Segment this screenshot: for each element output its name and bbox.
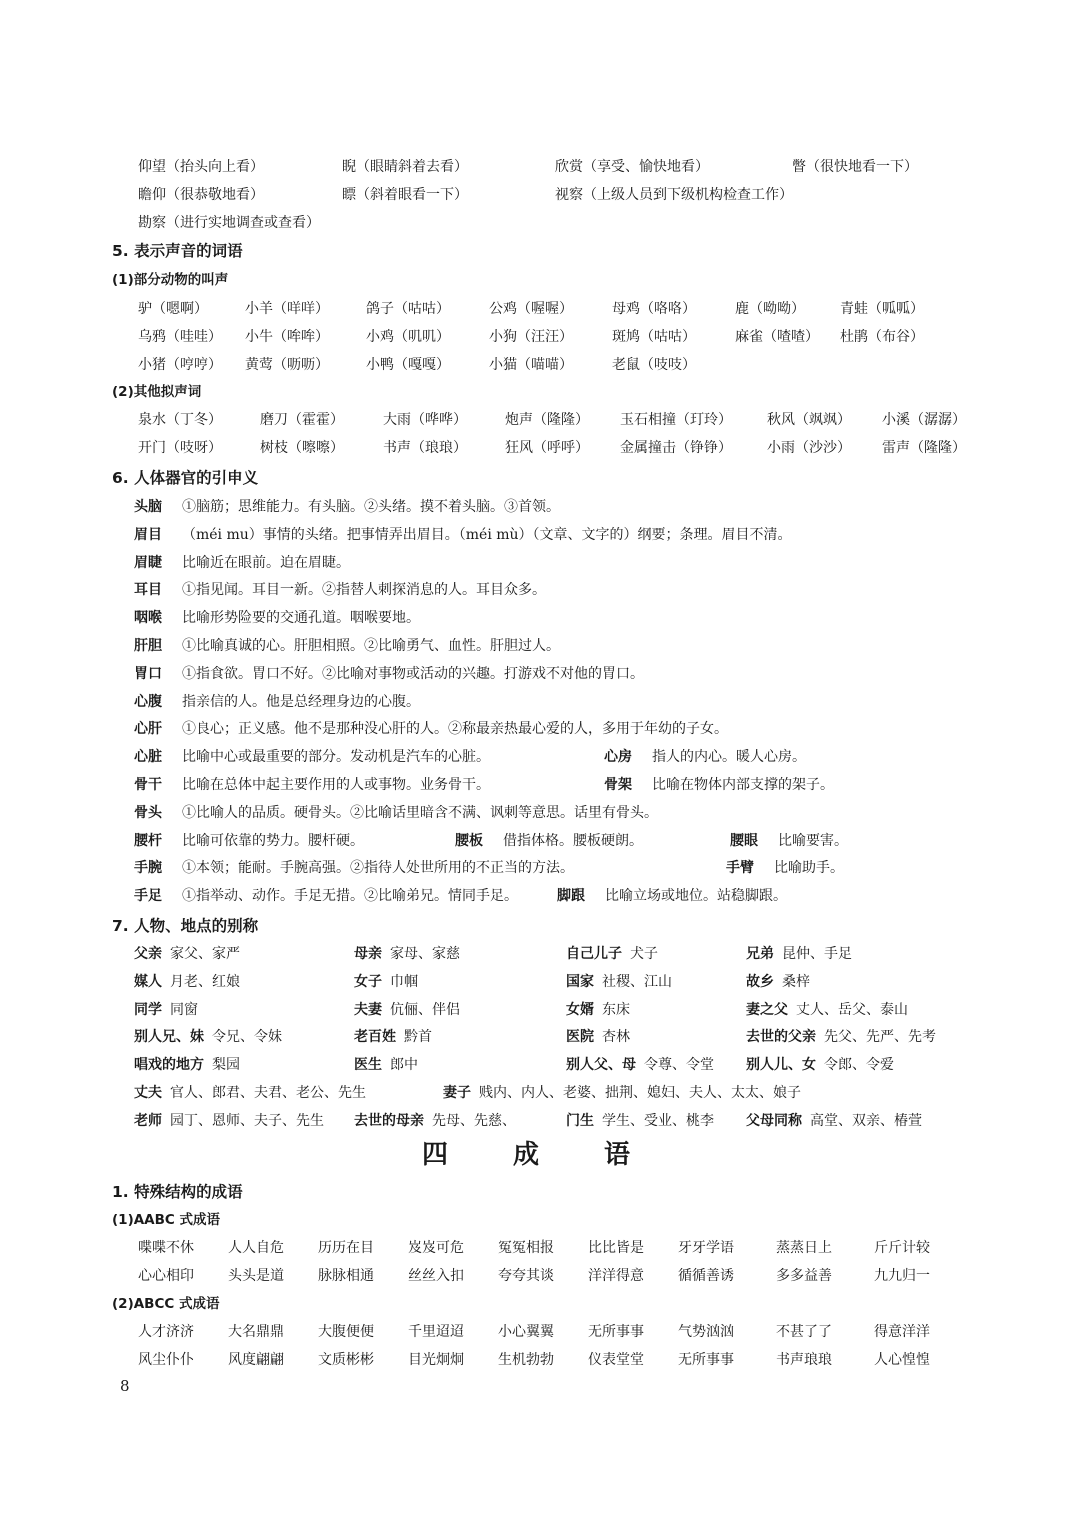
alias-term: 医院	[566, 1029, 594, 1046]
alias-values: 先母、先慈、	[432, 1112, 516, 1129]
organ-entry	[134, 743, 490, 771]
word-item: 小雨（沙沙）	[767, 440, 851, 456]
organ-entry	[134, 771, 490, 799]
word-item: 小羊（咩咩）	[245, 301, 329, 317]
word-item: 小牛（哞哞）	[245, 329, 329, 345]
alias-entry	[134, 996, 198, 1024]
word-item: 斤斤计较	[874, 1240, 930, 1256]
word-item: 仰望（抬头向上看）	[138, 159, 264, 175]
organ-meaning: ①本领；能耐。手腕高强。②指待人处世所用的不正当的方法。	[182, 860, 574, 877]
alias-term: 老师	[134, 1112, 162, 1129]
organ-entry	[604, 743, 806, 771]
word-item: 大雨（哗哗）	[383, 412, 467, 428]
word-item: 无所事事	[588, 1324, 644, 1340]
word-item: 麻雀（喳喳）	[735, 329, 819, 345]
word-item: 小猫（喵喵）	[489, 357, 573, 373]
alias-term: 女子	[354, 973, 382, 990]
alias-term: 老百姓	[354, 1029, 396, 1046]
alias-entry	[354, 1023, 432, 1051]
organ-term: 腰杆	[134, 832, 162, 849]
word-item: 黄莺（呖呖）	[245, 357, 329, 373]
alias-values: 东床	[602, 1001, 630, 1018]
idiom-row	[0, 1346, 1080, 1374]
organ-meaning: 指亲信的人。他是总经理身边的心腹。	[182, 693, 420, 710]
organ-entry	[134, 521, 792, 549]
word-item: 历历在目	[318, 1240, 374, 1256]
word-item: 小猪（哼哼）	[138, 357, 222, 373]
section-title: 7. 人物、地点的别称	[112, 917, 259, 935]
word-item: 斑鸠（咕咕）	[612, 329, 696, 345]
alias-entry	[134, 1107, 324, 1135]
page-number: 8	[120, 1377, 130, 1395]
alias-values: 家父、家严	[170, 946, 240, 962]
organ-entry	[134, 688, 420, 716]
alias-term: 父母同称	[746, 1112, 802, 1129]
organ-entry	[557, 882, 787, 910]
alias-values: 同窗	[170, 1001, 198, 1018]
organ-meaning: ①比喻真诚的心。肝胆相照。②比喻勇气、血性。肝胆过人。	[182, 638, 560, 654]
word-item: 喋喋不休	[138, 1240, 194, 1256]
word-item: 冤冤相报	[498, 1240, 554, 1256]
animal-sound-row	[0, 295, 1080, 323]
subsection-title: (2)其他拟声词	[112, 384, 202, 400]
alias-entry	[746, 1107, 922, 1135]
organ-meaning: ①指食欲。胃口不好。②比喻对事物或活动的兴趣。打游戏不对他的胃口。	[182, 665, 644, 682]
organ-term: 头脑	[134, 499, 162, 515]
alias-term: 女婿	[566, 1001, 594, 1018]
word-item: 小鸡（叽叽）	[366, 329, 450, 345]
alias-entry	[746, 1051, 894, 1079]
alias-entry	[746, 968, 810, 996]
word-item: 大腹便便	[318, 1324, 374, 1340]
organ-term: 眉睫	[134, 554, 162, 571]
organ-term: 腰眼	[730, 832, 758, 849]
organ-term: 心腹	[134, 693, 162, 710]
word-item: 风度翩翩	[228, 1352, 284, 1368]
viewing-words-row	[0, 181, 1080, 209]
word-item: 岌岌可危	[408, 1240, 464, 1256]
organ-entry	[134, 882, 518, 910]
idiom-row	[0, 1318, 1080, 1346]
alias-values: 园丁、恩师、夫子、先生	[170, 1112, 324, 1129]
word-item: 母鸡（咯咯）	[612, 301, 696, 317]
word-item: 鸽子（咕咕）	[366, 301, 450, 317]
alias-entry	[354, 968, 418, 996]
word-item: 磨刀（霍霍）	[260, 412, 344, 428]
alias-term: 自己儿子	[566, 946, 622, 962]
word-item: 千里迢迢	[408, 1324, 464, 1340]
alias-entry	[566, 968, 672, 996]
word-item: 牙牙学语	[678, 1240, 734, 1256]
word-item: 泉水（丁冬）	[138, 412, 222, 428]
alias-entry	[134, 1051, 240, 1079]
alias-values: 杏林	[602, 1029, 630, 1046]
alias-term: 妻之父	[746, 1001, 788, 1018]
animal-sound-row	[0, 351, 1080, 379]
organ-meaning: 比喻立场或地位。站稳脚跟。	[605, 888, 787, 905]
viewing-words-row	[0, 153, 1080, 181]
alias-term: 故乡	[746, 973, 774, 990]
onomatopoeia-row	[0, 434, 1080, 462]
alias-entry	[134, 968, 240, 996]
alias-term: 夫妻	[354, 1001, 382, 1018]
organ-entry	[134, 604, 420, 632]
organ-meaning: 指人的内心。暖人心房。	[652, 749, 806, 766]
organ-entry	[134, 493, 560, 521]
alias-entry	[566, 1051, 714, 1079]
alias-entry	[354, 1051, 418, 1079]
alias-entry	[566, 1023, 630, 1051]
organ-meaning: 借指体格。腰板硬朗。	[503, 832, 643, 849]
word-item: 鹿（呦呦）	[735, 301, 805, 317]
word-item: 心心相印	[138, 1268, 194, 1284]
alias-entry	[566, 940, 658, 968]
organ-meaning: ①指举动、动作。手足无措。②比喻弟兄。情同手足。	[182, 888, 518, 905]
section-title: 1. 特殊结构的成语	[112, 1183, 243, 1201]
organ-meaning: 比喻要害。	[778, 832, 848, 849]
word-item: 蒸蒸日上	[776, 1240, 832, 1256]
word-item: 头头是道	[228, 1268, 284, 1284]
word-item: 气势汹汹	[678, 1324, 734, 1340]
organ-meaning: （méi mu）事情的头绪。把事情弄出眉目。（méi mù）（文章、文字的）纲要；条理。眉目不清。	[182, 526, 792, 543]
organ-term: 咽喉	[134, 610, 162, 627]
organ-term: 骨头	[134, 804, 162, 821]
alias-term: 同学	[134, 1001, 162, 1018]
word-item: 狂风（呼呼）	[505, 440, 589, 456]
alias-entry	[746, 996, 908, 1024]
alias-entry	[134, 940, 240, 968]
organ-term: 骨干	[134, 777, 162, 793]
word-item: 瞻仰（很恭敬地看）	[138, 187, 264, 203]
alias-values: 巾帼	[390, 973, 418, 990]
word-item: 开门（吱呀）	[138, 440, 222, 456]
word-item: 夸夸其谈	[498, 1268, 554, 1284]
alias-values: 家母、家慈	[390, 946, 460, 962]
word-item: 仪表堂堂	[588, 1352, 644, 1368]
organ-meaning: ①比喻人的品质。硬骨头。②比喻话里暗含不满、讽刺等意思。话里有骨头。	[182, 804, 658, 821]
word-item: 循循善诱	[678, 1268, 734, 1284]
word-item: 杜鹃（布谷）	[840, 329, 924, 345]
word-item: 小狗（汪汪）	[489, 329, 573, 345]
organ-entry	[134, 854, 574, 882]
alias-term: 兄弟	[746, 946, 774, 962]
word-item: 人才济济	[138, 1324, 194, 1340]
organ-entry	[134, 799, 658, 827]
word-item: 玉石相撞（玎玲）	[620, 412, 732, 428]
organ-term: 心肝	[134, 721, 162, 738]
alias-values: 黔首	[404, 1029, 432, 1046]
section-title: 5. 表示声音的词语	[112, 242, 243, 260]
alias-values: 贱内、内人、老婆、拙荆、媳妇、夫人、太太、娘子	[479, 1085, 801, 1101]
organ-entry	[604, 771, 834, 799]
alias-term: 媒人	[134, 973, 162, 990]
alias-term: 父亲	[134, 946, 162, 962]
alias-values: 高堂、双亲、椿萱	[810, 1112, 922, 1129]
word-item: 目光炯炯	[408, 1352, 464, 1368]
word-item: 得意洋洋	[874, 1324, 930, 1340]
word-item: 睨（眼睛斜着去看）	[342, 159, 468, 175]
word-item: 瞟（斜着眼看一下）	[342, 187, 468, 203]
organ-meaning: 比喻中心或最重要的部分。发动机是汽车的心脏。	[182, 749, 490, 766]
alias-entry	[746, 1023, 936, 1051]
word-item: 人心惶惶	[874, 1352, 930, 1368]
word-item: 丝丝入扣	[408, 1268, 464, 1284]
alias-entry	[134, 1079, 366, 1107]
word-item: 雷声（隆隆）	[882, 440, 966, 456]
alias-values: 学生、受业、桃李	[602, 1112, 714, 1129]
alias-term: 丈夫	[134, 1085, 162, 1101]
viewing-words-row	[0, 209, 1080, 237]
organ-term: 心脏	[134, 749, 162, 766]
alias-values: 伉俪、伴侣	[390, 1001, 460, 1018]
organ-entry	[134, 827, 364, 855]
word-item: 小鸭（嘎嘎）	[366, 357, 450, 373]
alias-values: 月老、红娘	[170, 973, 240, 990]
alias-term: 医生	[354, 1057, 382, 1074]
alias-values: 郎中	[390, 1057, 418, 1074]
subsection-title: (2)ABCC 式成语	[112, 1296, 220, 1312]
word-item: 书声琅琅	[776, 1352, 832, 1368]
alias-term: 别人兄、妹	[134, 1029, 204, 1046]
organ-entry	[134, 632, 560, 660]
organ-entry	[134, 576, 546, 604]
organ-entry	[726, 854, 844, 882]
alias-entry	[354, 1107, 516, 1135]
word-item: 勘察（进行实地调查或查看）	[138, 215, 320, 231]
alias-values: 令郎、令爱	[824, 1057, 894, 1074]
word-item: 炮声（隆隆）	[505, 412, 589, 428]
organ-term: 胃口	[134, 665, 162, 682]
organ-term: 骨架	[604, 777, 632, 793]
alias-term: 唱戏的地方	[134, 1057, 204, 1074]
word-item: 驴（嗯啊）	[138, 301, 208, 317]
alias-values: 昆仲、手足	[782, 946, 852, 962]
word-item: 青蛙（呱呱）	[840, 301, 924, 317]
organ-term: 腰板	[455, 832, 483, 849]
alias-entry	[354, 996, 460, 1024]
organ-meaning: 比喻在物体内部支撑的架子。	[652, 777, 834, 793]
organ-term: 手足	[134, 888, 162, 905]
word-item: 多多益善	[776, 1268, 832, 1284]
alias-entry	[566, 996, 630, 1024]
organ-entry	[455, 827, 643, 855]
organ-entry	[730, 827, 848, 855]
organ-term: 手腕	[134, 860, 162, 877]
alias-entry	[134, 1023, 282, 1051]
idiom-row	[0, 1262, 1080, 1290]
word-item: 树枝（嚓嚓）	[260, 440, 344, 456]
organ-term: 心房	[604, 749, 632, 766]
alias-values: 桑梓	[782, 973, 810, 990]
word-item: 瞥（很快地看一下）	[792, 159, 918, 175]
idiom-row	[0, 1234, 1080, 1262]
alias-term: 母亲	[354, 946, 382, 962]
word-item: 书声（琅琅）	[383, 440, 467, 456]
alias-values: 令兄、令妹	[212, 1029, 282, 1046]
alias-values: 梨园	[212, 1057, 240, 1074]
word-item: 九九归一	[874, 1268, 930, 1284]
word-item: 老鼠（吱吱）	[612, 357, 696, 373]
word-item: 洋洋得意	[588, 1268, 644, 1284]
word-item: 金属撞击（铮铮）	[620, 440, 732, 456]
word-item: 小心翼翼	[498, 1324, 554, 1340]
alias-entry	[443, 1079, 801, 1107]
organ-meaning: ①良心；正义感。他不是那种没心肝的人。②称最亲热最心爱的人，多用于年幼的子女。	[182, 721, 728, 738]
alias-term: 去世的父亲	[746, 1029, 816, 1046]
word-item: 人人自危	[228, 1240, 284, 1256]
organ-entry	[134, 549, 350, 577]
organ-term: 耳目	[134, 582, 162, 599]
alias-term: 别人父、母	[566, 1057, 636, 1074]
alias-entry	[354, 940, 460, 968]
alias-term: 去世的母亲	[354, 1112, 424, 1129]
alias-term: 别人儿、女	[746, 1057, 816, 1074]
word-item: 秋风（飒飒）	[767, 412, 851, 428]
alias-term: 门生	[566, 1112, 594, 1129]
word-item: 欣赏（享受、愉快地看）	[555, 159, 709, 175]
organ-meaning: ①脑筋；思维能力。有头脑。②头绪。摸不着头脑。③首领。	[182, 499, 560, 515]
word-item: 公鸡（喔喔）	[489, 301, 573, 317]
part-heading: 四 成 语	[421, 1140, 659, 1170]
word-item: 脉脉相通	[318, 1268, 374, 1284]
organ-term: 手臂	[726, 860, 754, 877]
subsection-title: (1)AABC 式成语	[112, 1212, 221, 1228]
animal-sound-row	[0, 323, 1080, 351]
onomatopoeia-row	[0, 406, 1080, 434]
alias-entry	[566, 1107, 714, 1135]
word-item: 不甚了了	[776, 1324, 832, 1340]
alias-values: 丈人、岳父、泰山	[796, 1001, 908, 1018]
word-item: 大名鼎鼎	[228, 1324, 284, 1340]
organ-term: 肝胆	[134, 638, 162, 654]
alias-values: 官人、郎君、夫君、老公、先生	[170, 1085, 366, 1101]
section-title: 6. 人体器官的引申义	[112, 469, 259, 487]
word-item: 无所事事	[678, 1352, 734, 1368]
organ-entry	[134, 660, 644, 688]
organ-meaning: ①指见闻。耳目一新。②指替人刺探消息的人。耳目众多。	[182, 582, 546, 599]
word-item: 小溪（潺潺）	[882, 412, 966, 428]
subsection-title: (1)部分动物的叫声	[112, 272, 229, 288]
word-item: 文质彬彬	[318, 1352, 374, 1368]
organ-meaning: 比喻可依靠的势力。腰杆硬。	[182, 832, 364, 849]
alias-entry	[746, 940, 852, 968]
alias-values: 先父、先严、先考	[824, 1029, 936, 1046]
word-item: 生机勃勃	[498, 1352, 554, 1368]
alias-term: 国家	[566, 973, 594, 990]
alias-values: 令尊、令堂	[644, 1057, 714, 1074]
organ-meaning: 比喻近在眼前。迫在眉睫。	[182, 554, 350, 571]
organ-term: 眉目	[134, 526, 162, 543]
organ-meaning: 比喻在总体中起主要作用的人或事物。业务骨干。	[182, 777, 490, 793]
alias-values: 社稷、江山	[602, 973, 672, 990]
alias-values: 犬子	[630, 946, 658, 962]
word-item: 乌鸦（哇哇）	[138, 329, 222, 345]
alias-term: 妻子	[443, 1085, 471, 1101]
word-item: 视察（上级人员到下级机构检查工作）	[555, 187, 793, 203]
word-item: 风尘仆仆	[138, 1352, 194, 1368]
organ-term: 脚跟	[557, 888, 585, 905]
word-item: 比比皆是	[588, 1240, 644, 1256]
organ-meaning: 比喻助手。	[774, 860, 844, 877]
organ-meaning: 比喻形势险要的交通孔道。咽喉要地。	[182, 610, 420, 627]
organ-entry	[134, 715, 728, 743]
